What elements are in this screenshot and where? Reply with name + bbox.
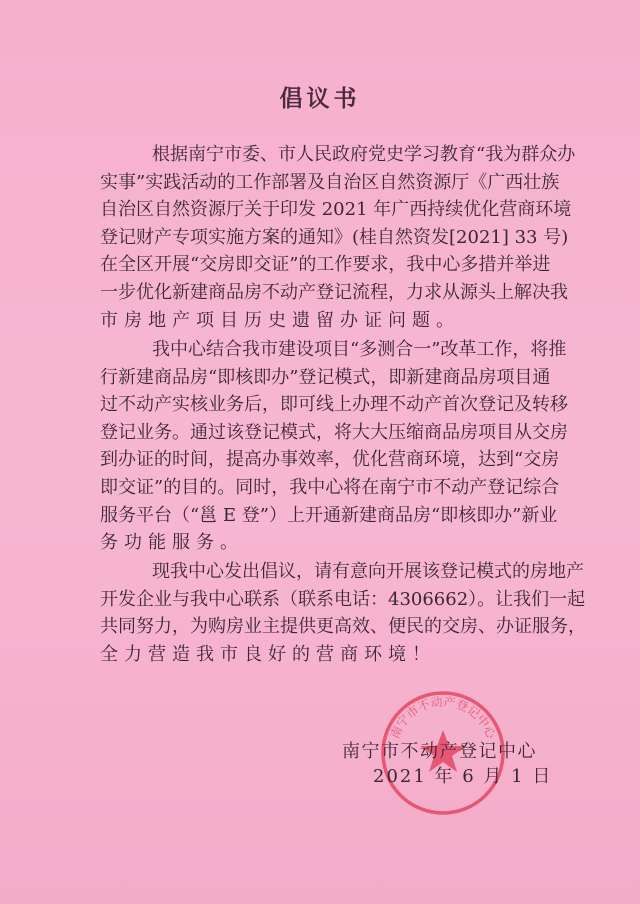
text-line: 全力营造我市良好的营商环境！ (100, 643, 436, 665)
document-title: 倡议书 (279, 86, 361, 112)
signature-organization: 南宁市不动产登记中心 (342, 741, 537, 762)
text-line: 我中心结合我市建设项目“多测合一”改革工作，将推 (152, 339, 567, 360)
text-line: 即交证”的目的。同时，我中心将在南宁市不动产登记综合 (100, 476, 560, 498)
text-line: 开发企业与我中心联系（联系电话：4306662）。让我们一起 (100, 588, 586, 610)
text-line: 在全区开展“交房即交证”的工作要求，我中心多措并举进 (100, 254, 551, 276)
text-line: 登记财产专项实施方案的通知》(桂自然资发[2021] 33 号) (100, 226, 569, 248)
text-line: 到办证的时间，提高办事效率，优化营商环境，达到“交房 (100, 449, 560, 471)
text-line: 市房地产项目历史遗留办证问题。 (100, 309, 460, 331)
paragraph-2 (100, 336, 568, 557)
text-line: 一步优化新建商品房不动产登记流程，力求从源头上解决我 (100, 281, 568, 303)
text-line: 过不动产实核业务后，即可线上办理不动产首次登记及转移 (100, 394, 568, 416)
text-line: 务功能服务。 (100, 532, 244, 554)
paragraph-3 (100, 558, 586, 668)
signature-date: 2021 年 6 月 1 日 (373, 766, 553, 787)
paragraph-1 (100, 141, 576, 334)
text-line: 现我中心发出倡议，请有意向开展该登记模式的房地产 (152, 561, 584, 582)
text-line: 自治区自然资源厅关于印发 2021 年广西持续优化营商环境 (100, 199, 572, 221)
text-line: 根据南宁市委、市人民政府党史学习教育“我为群众办 (152, 144, 576, 165)
stamp-text: 南宁市不动产登记中心 (387, 694, 499, 741)
text-line: 服务平台（“邕 E 登”）上开通新建商品房“即核即办”新业 (100, 504, 558, 526)
text-line: 登记业务。通过该登记模式，将大大压缩商品房项目从交房 (100, 421, 568, 443)
text-line: 行新建商品房“即核即办”登记模式，即新建商品房项目通 (100, 366, 551, 388)
text-line: 共同努力，为购房业主提供更高效、便民的交房、办证服务， (100, 616, 586, 638)
text-line: 实事”实践活动的工作部署及自治区自然资源厅《广西壮族 (100, 171, 560, 193)
